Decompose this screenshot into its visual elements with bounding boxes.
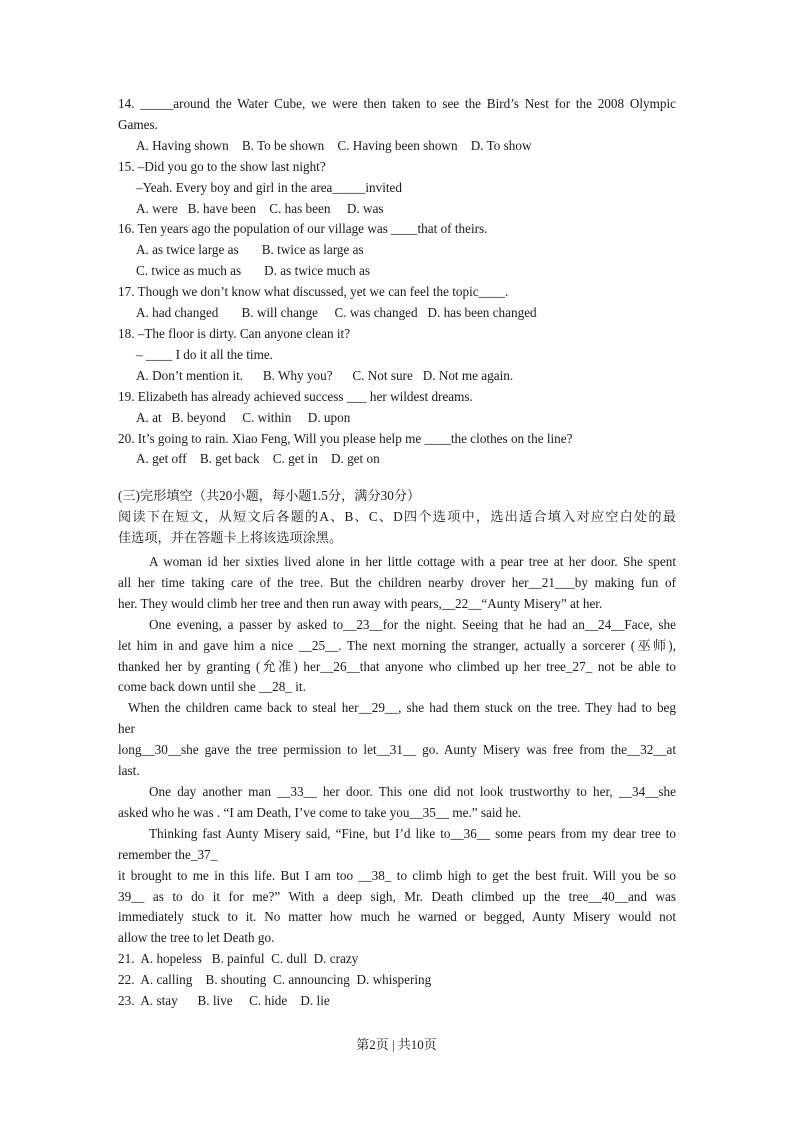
exam-text-block — [118, 94, 676, 1012]
passage-line6: thanked her by granting (允准) her__26__that anyone who climbed up her tree_27_ not be able to — [118, 658, 676, 674]
passage-line5: let him in and gave him a nice __25__. The next morning the stranger, actually a sorcerer (巫师), — [118, 637, 676, 653]
passage-line2: all her time taking care of the tree. But the children nearby drover her__21___by making fun of — [118, 574, 676, 590]
q18-stem: 18. –The floor is dirty. Can anyone clean it? — [118, 325, 351, 341]
q19-options: A. at B. beyond C. within D. upon — [136, 409, 351, 425]
passage-line8: When the children came back to steal her__29__, she had them stuck on the tree. They had to beg — [128, 700, 676, 716]
q19-stem: 19. Elizabeth has already achieved success ___ her wildest dreams. — [118, 388, 473, 404]
passage-line13: asked who he was . “I am Death, I’ve come to take you__35__ me.” said he. — [118, 804, 522, 820]
passage-line19: allow the tree to let Death go. — [118, 930, 275, 946]
passage-line17: 39__ as to do it for me?” With a deep sigh, Mr. Death climbed up the tree__40__and was — [118, 888, 676, 904]
passage-line12: One day another man __33__ her door. This one did not look trustworthy to her, __34__she — [149, 784, 676, 799]
cloze-section-header: (三)完形填空（共20小题，每小题1.5分，满分30分） — [118, 488, 421, 504]
q23-options: 23. A. stay B. live C. hide D. lie — [118, 993, 330, 1009]
q21-options: 21. A. hopeless B. painful C. dull D. crazy — [118, 951, 359, 967]
q16-options-ab: A. as twice large as B. twice as large as — [136, 242, 364, 258]
q22-options: 22. A. calling B. shouting C. announcing D. whispering — [118, 972, 432, 988]
q14-options: A. Having shown B. To be shown C. Having been shown D. To show — [136, 137, 532, 153]
q20-options: A. get off B. get back C. get in D. get on — [136, 451, 380, 467]
passage-line15: remember the_37_ — [118, 846, 218, 862]
q14-stem-line2: Games. — [118, 116, 158, 132]
passage-line1: A woman id her sixties lived alone in her little cottage with a pear tree at her door. She spent — [149, 554, 676, 570]
q15-reply: –Yeah. Every boy and girl in the area_____invited — [136, 179, 403, 195]
passage-line3: her. They would climb her tree and then run away with pears,__22__“Aunty Misery” at her. — [118, 595, 603, 611]
passage-line9: her — [118, 721, 135, 737]
page-number-footer: 第2页 | 共10页 — [356, 1037, 437, 1052]
q16-stem: 16. Ten years ago the population of our village was ____that of theirs. — [118, 221, 488, 237]
q15-stem: 15. –Did you go to the show last night? — [118, 158, 326, 174]
cloze-instructions-line2: 佳选项，并在答题卡上将该选项涂黑。 — [118, 530, 343, 546]
passage-line7: come back down until she __28_ it. — [118, 679, 306, 695]
q16-options-cd: C. twice as much as D. as twice much as — [136, 263, 371, 279]
q18-reply: – ____ I do it all the time. — [136, 346, 273, 362]
passage-line4: One evening, a passer by asked to__23__for the night. Seeing that he had an__24__Face, she — [149, 616, 676, 632]
q18-options: A. Don’t mention it. B. Why you? C. Not sure D. Not me again. — [136, 367, 514, 383]
q17-options: A. had changed B. will change C. was changed D. has been changed — [136, 305, 537, 321]
q20-stem: 20. It’s going to rain. Xiao Feng, Will you please help me ____the clothes on the line? — [118, 430, 573, 446]
passage-line18: immediately stuck to it. No matter how much he warned or begged, Aunty Misery would not — [118, 909, 676, 925]
passage-line16: it brought to me in this life. But I am too __38_ to climb high to get the best fruit. Will you be so — [118, 867, 676, 883]
passage-line10: long__30__she gave the tree permission to let__31__ go. Aunty Misery was free from the__32__at — [118, 742, 676, 758]
cloze-instructions-line1: 阅读下在短文，从短文后各题的A、B、C、D四个选项中，选出适合填入对应空白处的最 — [118, 509, 676, 525]
q17-stem: 17. Though we don’t know what discussed, yet we can feel the topic____. — [118, 284, 509, 300]
q15-options: A. were B. have been C. has been D. was — [136, 200, 384, 216]
passage-line11: last. — [118, 763, 140, 779]
q14-stem-line1: 14. _____around the Water Cube, we were then taken to see the Bird’s Nest for the 2008 Olympic — [118, 96, 676, 111]
passage-line14: Thinking fast Aunty Misery said, “Fine, but I’d like to__36__ some pears from my dear tree to — [149, 825, 676, 841]
